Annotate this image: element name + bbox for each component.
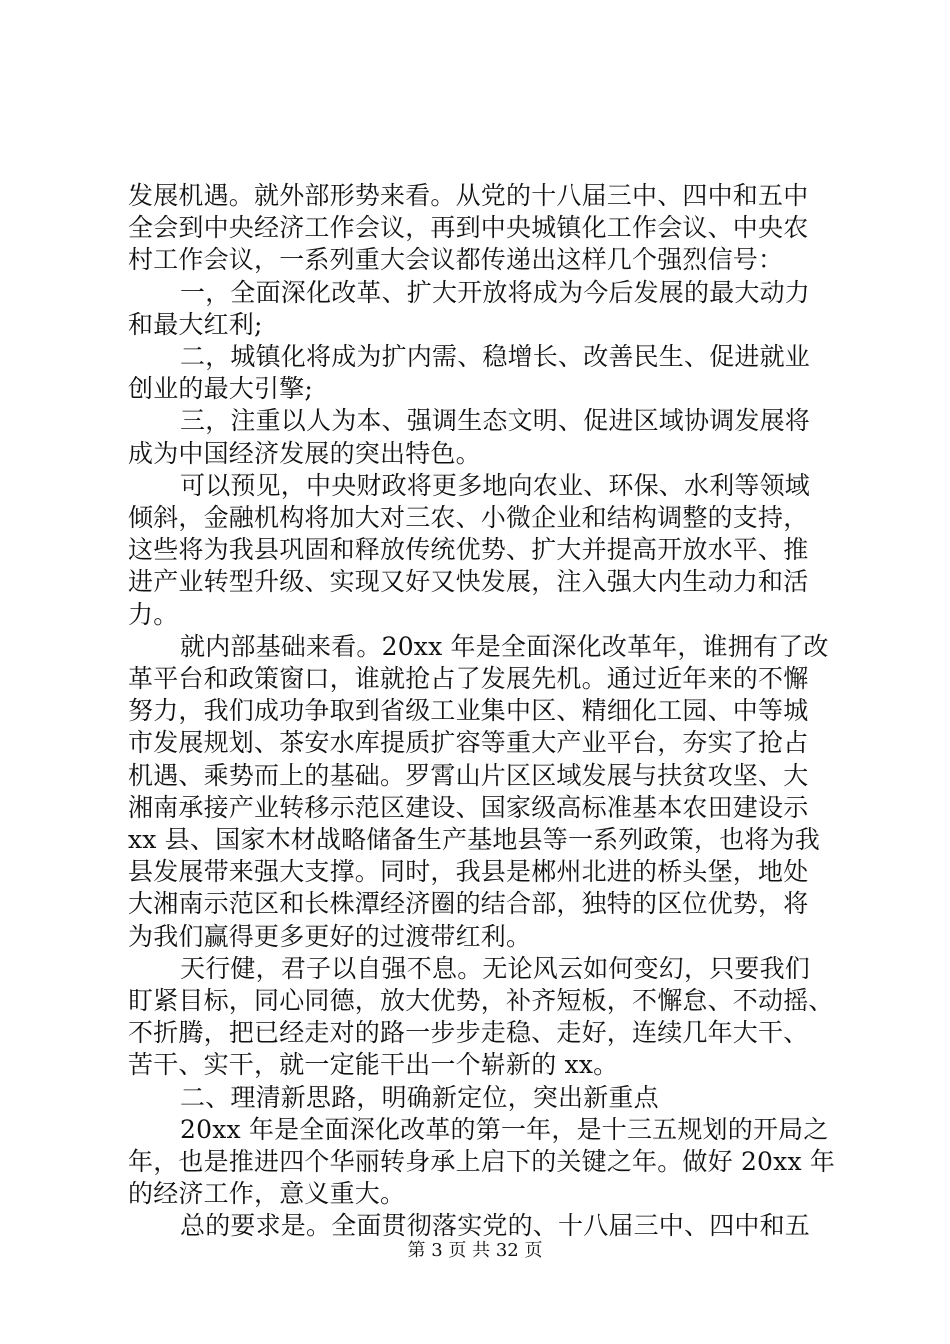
text-line: 进产业转型升级、实现又好又快发展，注入强大内生动力和活 bbox=[128, 567, 809, 597]
text-line: 创业的最大引擎; bbox=[128, 374, 314, 404]
text-line: 发展机遇。就外部形势来看。从党的十八届三中、四中和五中 bbox=[128, 181, 809, 210]
text-line: 村工作会议，一系列重大会议都传递出这样几个强烈信号： bbox=[128, 245, 784, 275]
text-line: 总的要求是。全面贯彻落实党的、十八届三中、四中和五 bbox=[180, 1211, 811, 1241]
text-line: 二，城镇化将成为扩内需、稳增长、改善民生、促进就业 bbox=[180, 342, 811, 371]
text-line: 大湘南示范区和长株潭经济圈的结合部，独特的区位优势，将 bbox=[128, 889, 809, 919]
text-line: 努力，我们成功争取到省级工业集中区、精细化工园、中等城 bbox=[128, 696, 809, 726]
text-line: 的经济工作，意义重大。 bbox=[128, 1179, 406, 1209]
text-line: 可以预见，中央财政将更多地向农业、环保、水利等领域 bbox=[180, 470, 811, 500]
text-line: 革平台和政策窗口，谁就抢占了发展先机。通过近年来的不懈 bbox=[128, 664, 809, 693]
text-line: 机遇、乘势而上的基础。罗霄山片区区域发展与扶贫攻坚、大 bbox=[128, 760, 809, 790]
text-line: 和最大红利; bbox=[128, 309, 263, 339]
text-line: 不折腾，把已经走对的路一步步走稳、走好，连续几年大干、 bbox=[128, 1018, 809, 1048]
text-line: 这些将为我县巩固和释放传统优势、扩大并提高开放水平、推 bbox=[128, 535, 809, 565]
text-line: 县发展带来强大支撑。同时，我县是郴州北进的桥头堡，地处 bbox=[128, 857, 809, 887]
text-line: xx 县、国家木材战略储备生产基地县等一系列政策，也将为我 bbox=[128, 825, 820, 854]
text-line: 倾斜，金融机构将加大对三农、小微企业和结构调整的支持， bbox=[128, 503, 809, 532]
text-line: 一，全面深化改革、扩大开放将成为今后发展的最大动力 bbox=[180, 277, 811, 307]
text-line: 就内部基础来看。20xx 年是全面深化改革年，谁拥有了改 bbox=[180, 631, 829, 661]
text-line: 年，也是推进四个华丽转身承上启下的关键之年。做好 20xx 年 bbox=[128, 1147, 836, 1176]
text-line: 三，注重以人为本、强调生态文明、促进区域协调发展将 bbox=[180, 406, 811, 436]
text-line: 天行健，君子以自强不息。无论风云如何变幻，只要我们 bbox=[180, 953, 811, 983]
text-line: 湘南承接产业转移示范区建设、国家级高标准基本农田建设示 bbox=[128, 792, 809, 822]
text-line: 二、理清新思路，明确新定位，突出新重点 bbox=[180, 1082, 659, 1112]
text-line: 力。 bbox=[128, 599, 179, 629]
text-line: 为我们赢得更多更好的过渡带红利。 bbox=[128, 921, 532, 951]
text-line: 盯紧目标，同心同德，放大优势，补齐短板，不懈怠、不动摇、 bbox=[128, 986, 834, 1015]
text-line: 成为中国经济发展的突出特色。 bbox=[128, 438, 481, 468]
text-line: 全会到中央经济工作会议，再到中央城镇化工作会议、中央农 bbox=[128, 213, 809, 243]
text-line: 市发展规划、茶安水库提质扩容等重大产业平台，夯实了抢占 bbox=[128, 728, 809, 758]
text-line: 苦干、实干，就一定能干出一个崭新的 xx。 bbox=[128, 1050, 619, 1080]
page-footer: 第 3 页 共 32 页 bbox=[407, 1240, 543, 1261]
text-line: 20xx 年是全面深化改革的第一年，是十三五规划的开局之 bbox=[180, 1114, 829, 1144]
